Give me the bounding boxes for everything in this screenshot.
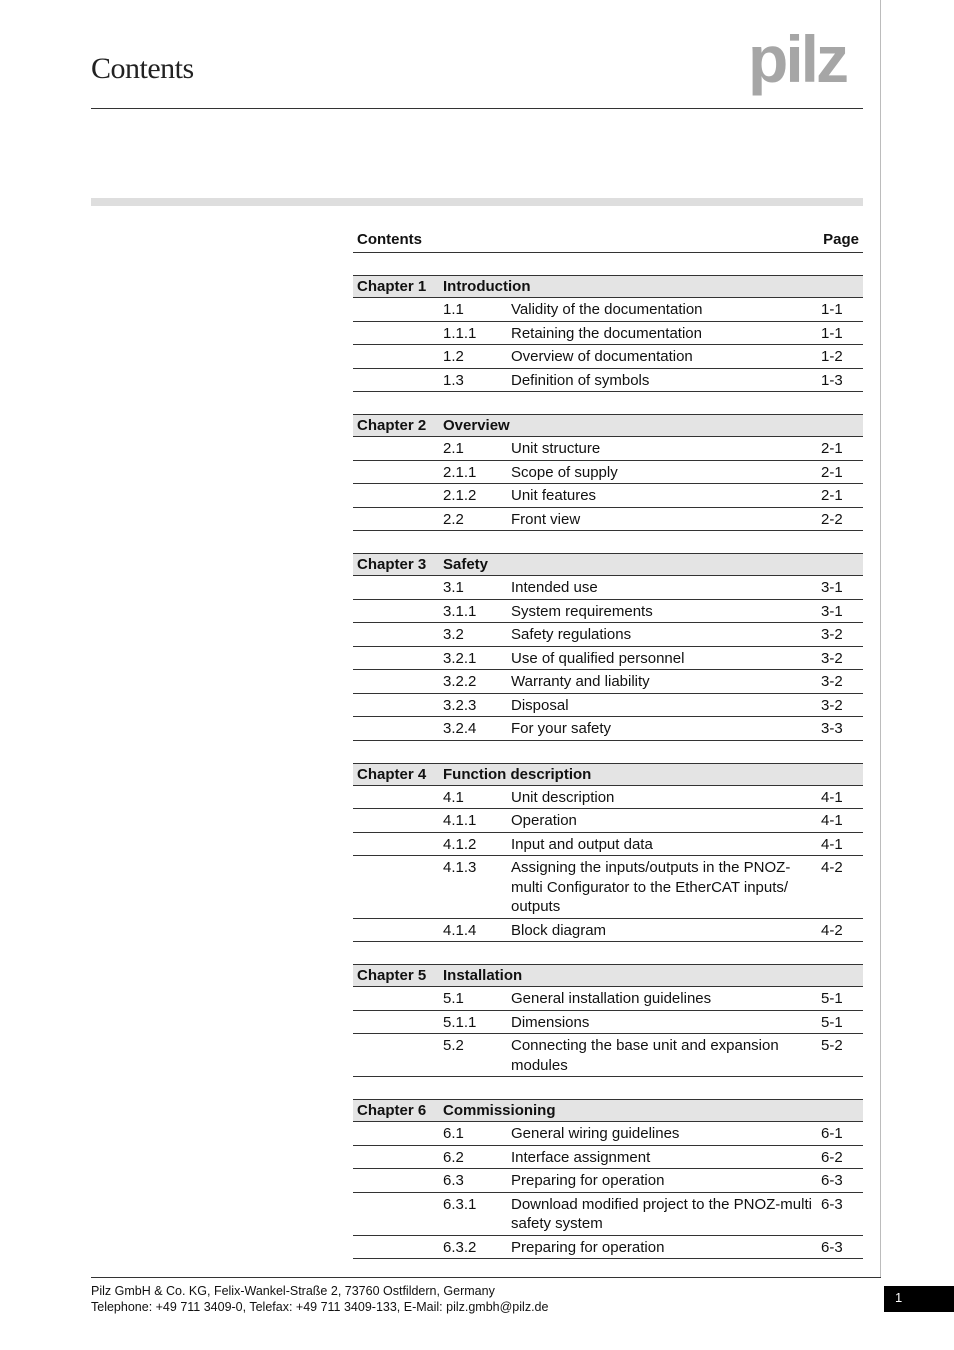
entry-page: 3-1 xyxy=(821,579,843,596)
entry-number: 1.3 xyxy=(443,371,464,389)
chapter-title: Introduction xyxy=(443,278,531,295)
footer-address: Pilz GmbH & Co. KG, Felix-Wankel-Straße 2, 73760 Ostfildern, Germany xyxy=(91,1284,495,1298)
entry-number: 1.1 xyxy=(443,301,464,318)
entry-page: 3-1 xyxy=(821,602,843,620)
toc-entry-row xyxy=(353,437,863,461)
entry-title: Safety regulations xyxy=(511,626,632,643)
entry-page: 1-1 xyxy=(821,301,843,318)
entry-page: 6-1 xyxy=(821,1125,843,1142)
entry-page: 2-2 xyxy=(821,510,843,528)
entry-number: 3.2.4 xyxy=(443,720,477,737)
entry-page: 5-1 xyxy=(821,990,843,1007)
toc-entry-row xyxy=(353,786,863,810)
toc-entry-row xyxy=(353,369,863,393)
toc-chapter xyxy=(353,553,863,741)
toc-entry-row xyxy=(353,987,863,1011)
chapter-number: Chapter 5 xyxy=(357,967,427,984)
entry-number: 1.1.1 xyxy=(443,324,477,342)
chapter-heading-row xyxy=(353,1099,863,1122)
chapter-heading-row xyxy=(353,553,863,576)
entry-title: Disposal xyxy=(511,696,569,714)
entry-number: 6.3.1 xyxy=(443,1195,477,1213)
toc-chapter xyxy=(353,414,863,531)
chapter-heading-row xyxy=(353,275,863,298)
toc-chapter xyxy=(353,964,863,1077)
toc-entry-row xyxy=(353,1034,863,1077)
toc-entry-row xyxy=(353,1146,863,1170)
entry-page: 4-1 xyxy=(821,835,843,853)
toc-chapter xyxy=(353,275,863,392)
entry-number: 2.1 xyxy=(443,440,464,457)
entry-number: 3.2.2 xyxy=(443,673,477,690)
entry-number: 6.2 xyxy=(443,1148,464,1166)
entry-title: Warranty and liability xyxy=(511,673,650,690)
entry-title: Interface assignment xyxy=(511,1148,651,1166)
entry-number: 4.1 xyxy=(443,788,464,806)
toc-entry-row xyxy=(353,623,863,647)
entry-page: 5-1 xyxy=(821,1013,843,1031)
entry-page: 3-2 xyxy=(821,696,843,714)
header-rule xyxy=(91,108,863,109)
toc-entry-row xyxy=(353,717,863,741)
chapter-number: Chapter 3 xyxy=(357,556,427,573)
entry-page: 6-2 xyxy=(821,1148,843,1166)
toc-entry-row xyxy=(353,1122,863,1146)
entry-number: 6.3 xyxy=(443,1172,464,1189)
chapter-number: Chapter 2 xyxy=(357,417,427,434)
entry-page: 1-1 xyxy=(821,324,843,342)
entry-title: Input and output data xyxy=(511,835,653,853)
page-number: 1 xyxy=(884,1286,954,1312)
toc-entry-row xyxy=(353,322,863,346)
toc-entry-row xyxy=(353,1011,863,1035)
entry-title: Dimensions xyxy=(511,1013,590,1031)
section-bar xyxy=(91,198,863,206)
entry-page: 6-3 xyxy=(821,1172,843,1189)
entry-number: 3.2.3 xyxy=(443,696,477,714)
entry-number: 3.1.1 xyxy=(443,602,477,620)
chapter-title: Installation xyxy=(443,967,523,984)
toc-header-contents: Contents xyxy=(357,231,422,248)
toc-entry-row xyxy=(353,919,863,943)
chapter-number: Chapter 1 xyxy=(357,278,427,295)
entry-number: 5.1 xyxy=(443,990,464,1007)
entry-page: 4-2 xyxy=(821,921,843,939)
toc-entry-row xyxy=(353,298,863,322)
toc-entry-row xyxy=(353,809,863,833)
entry-title: Use of qualified personnel xyxy=(511,649,685,667)
chapter-title: Overview xyxy=(443,417,510,434)
entry-title: Definition of symbols xyxy=(511,371,650,389)
entry-title: Assigning the inputs/outputs in the PNOZ-multi Configurator to the EtherCAT inputs/ outputs xyxy=(511,859,791,915)
entry-number: 2.1.2 xyxy=(443,487,477,504)
entry-number: 3.2.1 xyxy=(443,649,477,667)
entry-number: 5.2 xyxy=(443,1037,464,1054)
chapter-number: Chapter 6 xyxy=(357,1102,427,1119)
footer-rule xyxy=(91,1277,881,1278)
right-margin-rule xyxy=(880,0,881,1278)
toc-entry-row xyxy=(353,484,863,508)
entry-title: General installation guidelines xyxy=(511,990,712,1007)
entry-title: Validity of the documentation xyxy=(511,301,703,318)
entry-page: 4-1 xyxy=(821,788,843,806)
table-of-contents xyxy=(353,228,863,1259)
entry-title: Front view xyxy=(511,510,581,528)
chapter-heading-row xyxy=(353,964,863,987)
entry-title: Scope of supply xyxy=(511,463,618,481)
chapter-heading-row xyxy=(353,414,863,437)
toc-entry-row xyxy=(353,576,863,600)
toc-header-page: Page xyxy=(823,231,859,248)
entry-number: 4.1.1 xyxy=(443,812,477,829)
entry-title: For your safety xyxy=(511,720,612,737)
chapter-title: Function description xyxy=(443,765,592,783)
entry-number: 3.2 xyxy=(443,626,464,643)
toc-entry-row xyxy=(353,1236,863,1260)
toc-entry-row xyxy=(353,647,863,671)
toc-entry-row xyxy=(353,345,863,369)
toc-entry-row xyxy=(353,670,863,694)
entry-title: Unit structure xyxy=(511,440,601,457)
entry-number: 1.2 xyxy=(443,348,464,365)
entry-title: Preparing for operation xyxy=(511,1238,665,1256)
toc-chapter xyxy=(353,763,863,943)
entry-number: 5.1.1 xyxy=(443,1013,477,1031)
entry-title: Intended use xyxy=(511,579,598,596)
entry-number: 4.1.3 xyxy=(443,859,477,876)
entry-title: Connecting the base unit and expansion modules xyxy=(511,1037,779,1074)
entry-page: 2-1 xyxy=(821,487,843,504)
entry-title: Operation xyxy=(511,812,577,829)
entry-title: Overview of documentation xyxy=(511,348,693,365)
entry-page: 2-1 xyxy=(821,463,843,481)
toc-entry-row xyxy=(353,600,863,624)
footer-contact: Telephone: +49 711 3409-0, Telefax: +49 711 3409-133, E-Mail: pilz.gmbh@pilz.de xyxy=(91,1300,549,1314)
entry-number: 2.2 xyxy=(443,510,464,528)
entry-number: 4.1.2 xyxy=(443,835,477,853)
toc-entry-row xyxy=(353,833,863,857)
toc-chapters xyxy=(353,275,863,1259)
toc-entry-row xyxy=(353,856,863,919)
entry-title: Retaining the documentation xyxy=(511,324,702,342)
entry-number: 4.1.4 xyxy=(443,921,477,939)
toc-entry-row xyxy=(353,694,863,718)
entry-page: 4-2 xyxy=(821,859,843,876)
entry-title: Download modified project to the PNOZ-multi safety system xyxy=(511,1195,812,1232)
toc-entry-row xyxy=(353,1193,863,1236)
entry-title: Block diagram xyxy=(511,921,607,939)
entry-page: 4-1 xyxy=(821,812,843,829)
entry-title: General wiring guidelines xyxy=(511,1125,680,1142)
entry-number: 6.1 xyxy=(443,1125,464,1142)
entry-page: 6-3 xyxy=(821,1238,843,1256)
chapter-heading-row xyxy=(353,763,863,786)
entry-page: 3-2 xyxy=(821,649,843,667)
entry-page: 1-3 xyxy=(821,371,843,389)
page-title: Contents xyxy=(91,52,194,85)
toc-chapter xyxy=(353,1099,863,1259)
toc-entry-row xyxy=(353,508,863,532)
entry-title: Unit features xyxy=(511,487,597,504)
svg-text:pilz: pilz xyxy=(748,26,846,96)
toc-header xyxy=(353,228,863,253)
entry-title: Unit description xyxy=(511,788,615,806)
pilz-logo xyxy=(748,26,866,96)
toc-entry-row xyxy=(353,461,863,485)
chapter-title: Safety xyxy=(443,556,489,573)
entry-page: 3-3 xyxy=(821,720,843,737)
entry-title: Preparing for operation xyxy=(511,1172,665,1189)
entry-number: 3.1 xyxy=(443,579,464,596)
entry-page: 6-3 xyxy=(821,1195,843,1213)
entry-page: 2-1 xyxy=(821,440,843,457)
entry-page: 1-2 xyxy=(821,348,843,365)
chapter-title: Commissioning xyxy=(443,1102,556,1119)
entry-title: System requirements xyxy=(511,602,653,620)
entry-page: 5-2 xyxy=(821,1037,843,1054)
entry-number: 2.1.1 xyxy=(443,463,477,481)
toc-entry-row xyxy=(353,1169,863,1193)
entry-page: 3-2 xyxy=(821,673,843,690)
entry-page: 3-2 xyxy=(821,626,843,643)
chapter-number: Chapter 4 xyxy=(357,765,427,783)
footer xyxy=(91,1283,548,1315)
entry-number: 6.3.2 xyxy=(443,1238,477,1256)
